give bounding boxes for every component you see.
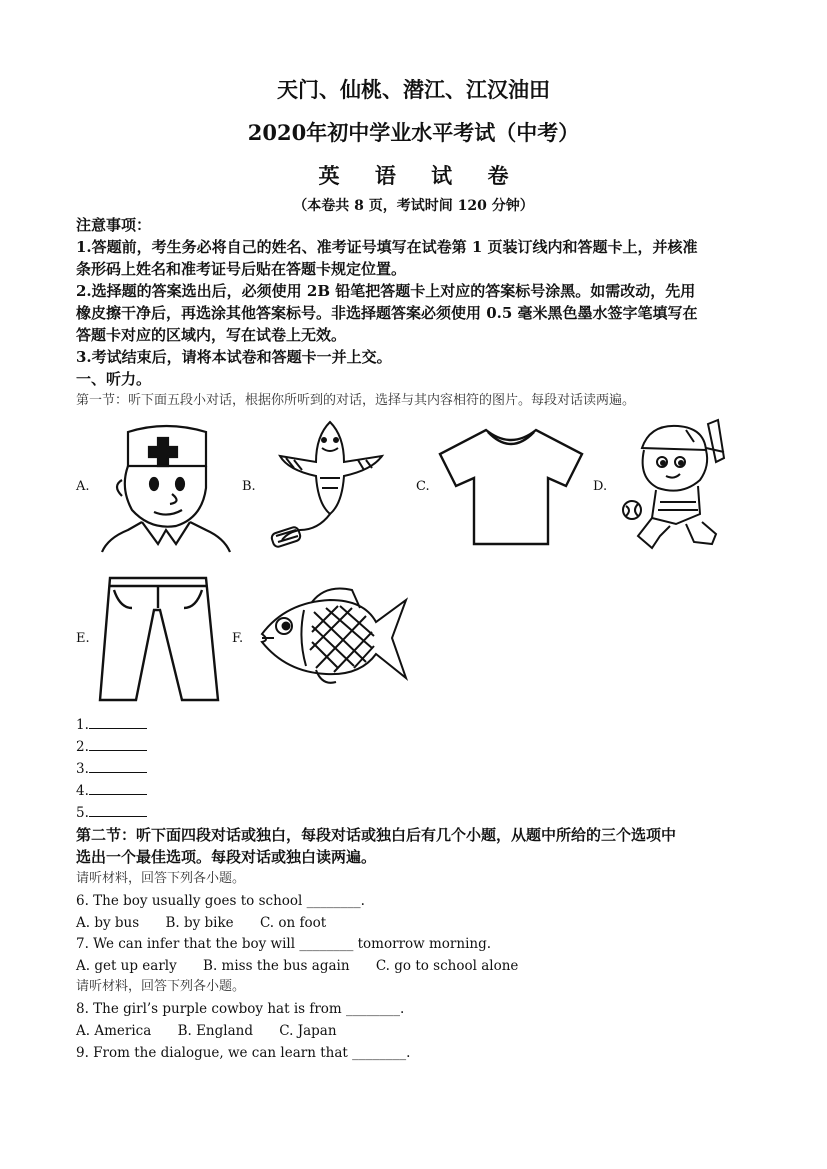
q6-option-c[interactable]: C. on foot <box>259 915 327 931</box>
answer-blank-3[interactable]: 3. <box>76 758 756 780</box>
answer-blank-4[interactable]: 4. <box>76 780 756 802</box>
q8-option-b[interactable]: B. England <box>177 1023 253 1039</box>
exam-subtitle: （本卷共 8 页，考试时间 120 分钟） <box>293 198 534 214</box>
q6-option-a[interactable]: A. by bus <box>76 915 140 931</box>
part2-instructions-a: 第二节：听下面四段对话或独白，每段对话或独白后有几个小题，从题中所给的三个选项中 <box>76 826 677 844</box>
q7-option-c[interactable]: C. go to school alone <box>375 958 519 974</box>
listen-prompt-2: 请听材料，回答下列各小题。 <box>76 979 246 994</box>
part2-instructions-b: 选出一个最佳选项。每段对话或独白读两遍。 <box>76 848 377 866</box>
question-7: 7. We can infer that the boy will ________ tomorrow morning. <box>76 936 492 952</box>
note-2b: 橡皮擦干净后，再选涂其他答案标号。非选择题答案必须使用 0.5 毫米黑色墨水签字笔填写在 <box>76 304 698 322</box>
q8-option-c[interactable]: C. Japan <box>279 1023 337 1039</box>
q8-option-a[interactable]: A. America <box>76 1023 152 1039</box>
part1-instructions: 第一节：听下面五段小对话，根据你所听到的对话，选择与其内容相符的图片。每段对话读两遍。 <box>76 393 636 408</box>
answer-blank-5[interactable]: 5. <box>76 802 756 824</box>
option-label-c: C. <box>416 479 430 494</box>
note-2c: 答题卡对应的区域内，写在试卷上无效。 <box>76 326 347 344</box>
trousers-illustration <box>96 574 221 704</box>
q6-option-b[interactable]: B. by bike <box>165 915 234 931</box>
question-8: 8. The girl’s purple cowboy hat is from ________. <box>76 1001 405 1017</box>
option-label-b: B. <box>242 479 256 494</box>
question-7-options <box>76 955 756 977</box>
listen-prompt-1: 请听材料，回答下列各小题。 <box>76 871 246 886</box>
doctor-illustration <box>98 418 233 553</box>
note-3: 3.考试结束后，请将本试卷和答题卡一并上交。 <box>76 348 392 366</box>
question-8-options <box>76 1020 756 1042</box>
option-label-a: A. <box>76 479 90 494</box>
q7-option-a[interactable]: A. get up early <box>76 958 177 974</box>
note-2a: 2.选择题的答案选出后，必须使用 2B 铅笔把答题卡上对应的答案标号涂黑。如需改动，先用 <box>76 282 696 300</box>
kite-illustration <box>260 418 400 553</box>
option-label-d: D. <box>593 479 608 494</box>
answer-blank-1[interactable]: 1. <box>76 714 756 736</box>
section1-heading: 一、听力。 <box>76 370 152 388</box>
fish-illustration <box>256 582 410 692</box>
note-1a: 1.答题前，考生务必将自己的姓名、准考证号填写在试卷第 1 页装订线内和答题卡上，并核准 <box>76 238 698 256</box>
question-9: 9. From the dialogue, we can learn that ________. <box>76 1045 411 1061</box>
option-label-e: E. <box>76 631 90 646</box>
q7-option-b[interactable]: B. miss the bus again <box>203 958 350 974</box>
baseball-boy-illustration <box>620 418 735 553</box>
notes-heading: 注意事项： <box>76 216 152 234</box>
tshirt-illustration <box>436 424 586 549</box>
question-6: 6. The boy usually goes to school ________. <box>76 893 365 909</box>
note-1b: 条形码上姓名和准考证号后贴在答题卡规定位置。 <box>76 260 407 278</box>
exam-subject-title: 英 语 试 卷 <box>318 163 523 188</box>
exam-region-title: 天门、仙桃、潜江、江汉油田 <box>277 77 550 102</box>
exam-year-title: 2020年初中学业水平考试（中考） <box>247 120 580 145</box>
question-6-options <box>76 912 756 934</box>
option-label-f: F. <box>232 631 244 646</box>
answer-blank-2[interactable]: 2. <box>76 736 756 758</box>
